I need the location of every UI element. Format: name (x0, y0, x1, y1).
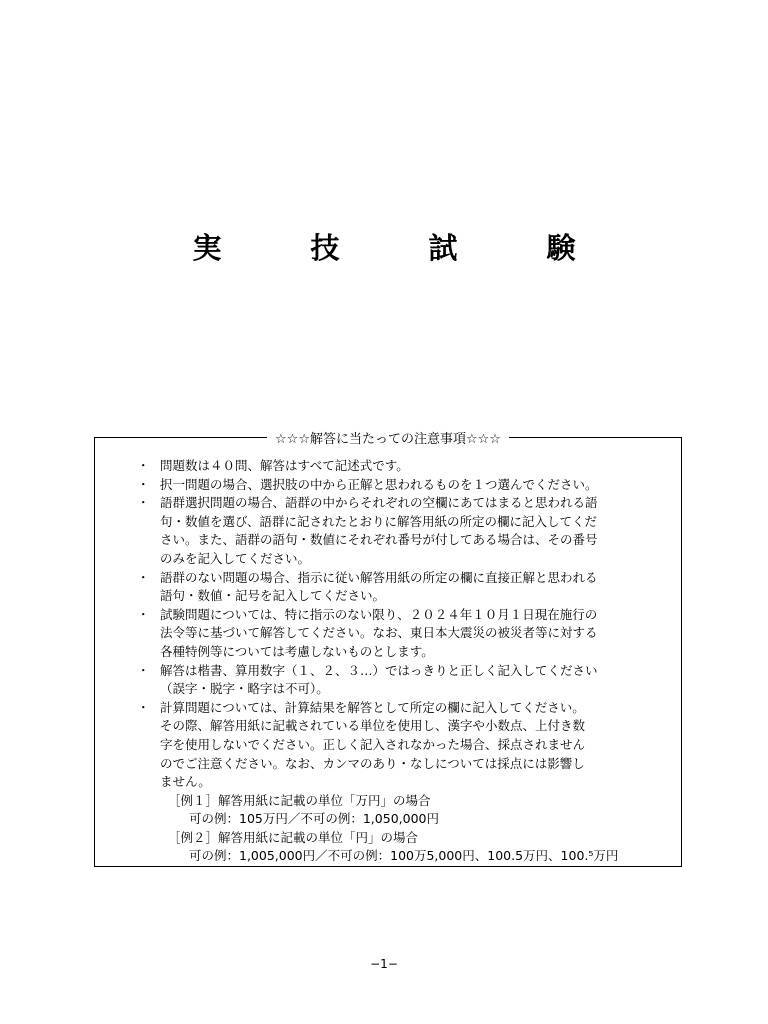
notice-item (95, 476, 681, 495)
bullet-icon: ・ (137, 495, 150, 511)
notice-item-text: 語群のない問題の場合、指示に従い解答用紙の所定の欄に直接正解と思われる 語句・数値・記号を記入してください。 (160, 569, 598, 604)
notice-item (95, 494, 681, 568)
bullet-icon: ・ (137, 606, 150, 622)
example-value: 可の例：105万円／不可の例：1,050,000円 (189, 811, 439, 827)
page-title: 実 技 試 験 (192, 231, 606, 265)
notice-item-text: 択一問題の場合、選択肢の中から正解と思われるものを１つ選んでください。 (160, 476, 598, 492)
notice-item-text: 問題数は４０問、解答はすべて記述式です。 (160, 458, 409, 473)
notice-item-text: 試験問題については、特に指示のない限り、２０２４年１０月１日現在施行の 法令等に基づいて解答してください。なお、東日本大震災の被災者等に対する 各種特例等については考慮しないものとします。 (160, 606, 598, 659)
notice-box (94, 432, 682, 867)
notice-item (95, 699, 681, 792)
notice-heading-wrapper (95, 428, 681, 449)
notice-item-text: 語群選択問題の場合、語群の中からそれぞれの空欄にあてはまると思われる語 句・数値を選び、語群に記されたとおりに解答用紙の所定の欄に記入してくだ さい。また、語群の語句・数値にそれぞれ番号が付してある場合は、その番号 のみを記入してください。 (160, 495, 598, 566)
bullet-icon: ・ (137, 458, 150, 473)
page-number: −1− (370, 957, 398, 971)
example-value: 可の例：1,005,000円／不可の例：100万5,000円、100.5万円、100.⁵万円 (189, 848, 619, 864)
notice-item (95, 569, 681, 606)
notice-heading: ☆☆☆解答に当たっての注意事項☆☆☆ (267, 432, 509, 447)
example-label: ［例２］解答用紙に記載の単位「円」の場合 (168, 829, 419, 845)
notice-items (95, 457, 681, 866)
bullet-icon: ・ (137, 699, 150, 715)
bullet-icon: ・ (137, 662, 150, 678)
notice-item (95, 457, 681, 476)
bullet-icon: ・ (137, 569, 150, 585)
bullet-icon: ・ (137, 476, 150, 492)
example-label: ［例１］解答用紙に記載の単位「万円」の場合 (168, 792, 431, 808)
notice-item-text: 解答は楷書、算用数字（１、２、３…）ではっきりと正しく記入してください （誤字・脱字・略字は不可）。 (160, 662, 598, 697)
notice-item (95, 662, 681, 699)
notice-item (95, 606, 681, 662)
notice-item-text: 計算問題については、計算結果を解答として所定の欄に記入してください。 その際、解答用紙に記載されている単位を使用し、漢字や小数点、上付き数 字を使用しないでください。正しく記入されなかった場合、採点されません のでご注意ください。なお、カンマのあり・なしについては採点には影響し ません。 (160, 699, 586, 790)
